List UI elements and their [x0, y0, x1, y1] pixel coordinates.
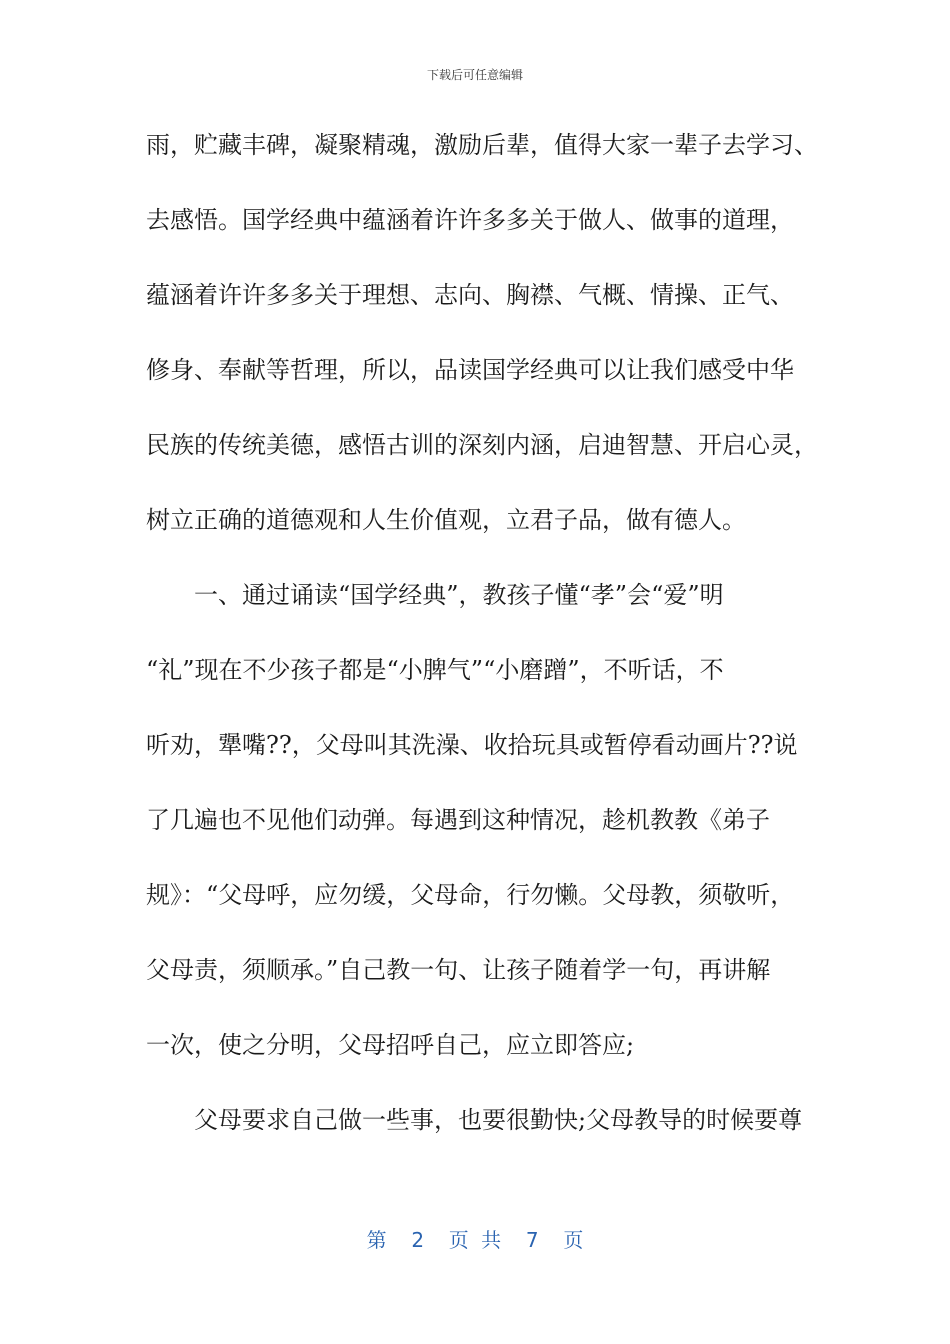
page-footer	[0, 1224, 950, 1253]
body-text	[146, 120, 818, 1170]
text-line: 雨，贮藏丰碑，凝聚精魂，激励后辈，值得大家一辈子去学习、	[146, 131, 818, 159]
text-line: 蕴涵着许许多多关于理想、志向、胸襟、气概、情操、正气、	[146, 281, 794, 309]
text-line: 父母责，须顺承。”自己教一句、让孩子随着学一句，再讲解	[146, 956, 771, 984]
text-line: “礼”现在不少孩子都是“小脾气”“小磨蹭”，不听话，不	[146, 656, 724, 684]
page-header: 下载后可任意编辑	[426, 68, 523, 82]
paragraph-start-line: 父母要求自己做一些事，也要很勤快;父母教导的时候要尊	[194, 1106, 803, 1134]
text-line: 规》：“父母呼，应勿缓，父母命，行勿懒。父母教，须敬听，	[146, 881, 795, 909]
text-line: 一次，使之分明，父母招呼自己，应立即答应;	[146, 1031, 635, 1059]
text-line: 树立正确的道德观和人生价值观，立君子品，做有德人。	[146, 506, 746, 534]
text-line: 听劝，犟嘴??，父母叫其洗澡、收拾玩具或暂停看动画片??说	[146, 731, 798, 759]
text-line: 修身、奉献等哲理，所以，品读国学经典可以让我们感受中华	[146, 356, 794, 384]
page-number: 第 2 页 共 7 页	[366, 1228, 584, 1252]
text-line: 了几遍也不见他们动弹。每遇到这种情况，趁机教教《弟子	[146, 806, 770, 834]
section-heading-line: 一、通过诵读“国学经典”，教孩子懂“孝”会“爱”明	[194, 581, 724, 609]
text-line: 去感悟。国学经典中蕴涵着许许多多关于做人、做事的道理，	[146, 206, 794, 234]
text-line: 民族的传统美德，感悟古训的深刻内涵，启迪智慧、开启心灵，	[146, 431, 818, 459]
